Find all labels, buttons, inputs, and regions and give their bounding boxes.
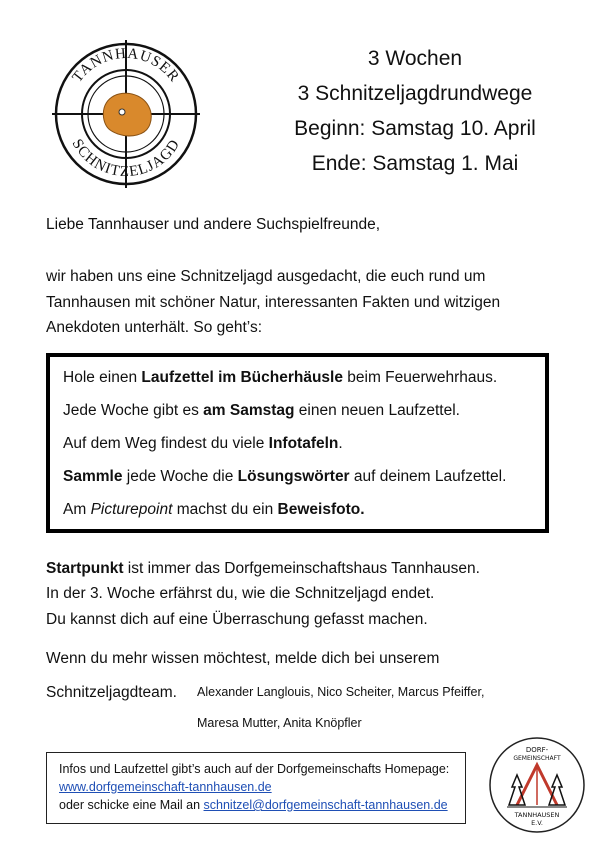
dorfgemeinschaft-badge: [487, 735, 587, 835]
start-line-2: In der 3. Woche erfährst du, wie die Schnitzeljagd endet.: [46, 585, 435, 602]
team-members-1: Alexander Langlouis, Nico Scheiter, Marcus Pfeiffer,: [197, 685, 485, 699]
mail-line: oder schicke eine Mail an schnitzel@dorfgemeinschaft-tannhausen.de: [59, 798, 448, 812]
header-end-date: Ende: Samstag 1. Mai: [311, 152, 519, 175]
team-members-2: Maresa Mutter, Anita Knöpfler: [197, 716, 362, 730]
tannhauser-schnitzeljagd-logo: [52, 40, 200, 188]
website-link[interactable]: www.dorfgemeinschaft-tannhausen.de: [59, 780, 272, 794]
rule-3: Auf dem Weg findest du viele Infotafeln.: [63, 435, 343, 452]
header-duration: 3 Wochen: [367, 47, 463, 70]
info-line-1: Infos und Laufzettel gibt’s auch auf der Dorfgemeinschafts Homepage:: [59, 762, 450, 776]
start-line-1: Startpunkt ist immer das Dorfgemeinschaftshaus Tannhausen.: [46, 560, 480, 577]
header-start-date: Beginn: Samstag 10. April: [294, 117, 536, 140]
header-routes: 3 Schnitzeljagdrundwege: [297, 82, 533, 105]
intro-line-1: wir haben uns eine Schnitzeljagd ausgedacht, die euch rund um: [46, 268, 486, 285]
email-link[interactable]: schnitzel@dorfgemeinschaft-tannhausen.de: [203, 798, 448, 812]
rules-box: [46, 353, 549, 533]
badge-bottom-text-2: E.V.: [531, 819, 543, 827]
intro-line-3: Anekdoten unterhält. So geht’s:: [46, 319, 263, 336]
greeting: Liebe Tannhauser und andere Suchspielfreunde,: [46, 216, 381, 233]
badge-top-text-2: GEMEINSCHAFT: [513, 755, 561, 762]
rule-5: Am Picturepoint machst du ein Beweisfoto.: [63, 501, 365, 518]
info-box: [46, 752, 466, 824]
intro-line-2: Tannhausen mit schöner Natur, interessanten Fakten und witzigen: [46, 294, 501, 311]
contact-line-1: Wenn du mehr wissen möchtest, melde dich bei unserem: [46, 650, 440, 667]
start-line-3: Du kannst dich auf eine Überraschung gefasst machen.: [46, 611, 428, 628]
rule-2: Jede Woche gibt es am Samstag einen neuen Laufzettel.: [63, 402, 460, 419]
logo-top-text: TANNHAUSER: [69, 45, 183, 86]
badge-bottom-text: TANNHAUSEN: [514, 811, 560, 819]
badge-top-text: DORF-: [525, 746, 549, 754]
rule-1: Hole einen Laufzettel im Bücherhäusle beim Feuerwehrhaus.: [63, 369, 498, 386]
contact-line-2: Schnitzeljagdteam.: [46, 684, 177, 701]
rule-4: Sammle jede Woche die Lösungswörter auf deinem Laufzettel.: [63, 468, 507, 485]
logo-bottom-text: SCHNITZELJAGD: [68, 136, 184, 181]
